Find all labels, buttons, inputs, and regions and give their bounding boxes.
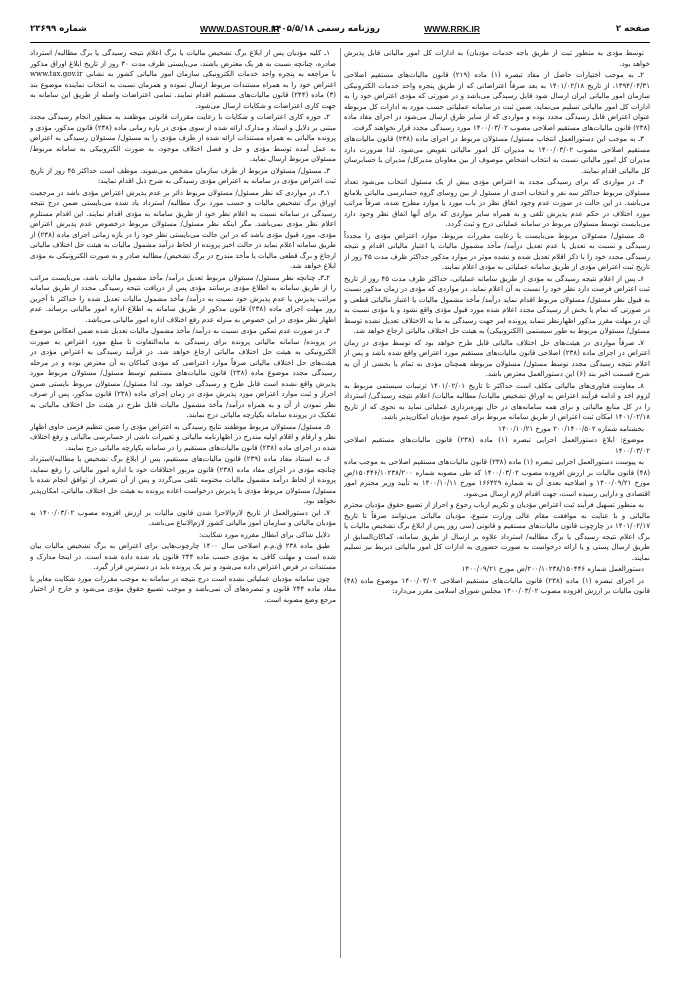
section-heading: دلایل شاکی برای ابطال مقرره مورد شکایت: <box>199 529 330 539</box>
paragraph: ۴ـ در صورت عدم تمکین مؤدی نسبت به درآمد/ مأخذ مشمول مالیات تعدیل شده ضمن انعکاس موضوع در پرونده/ سامانه مالیاتی پرونده برای رسیدگی به ما‌به‌التفاوت تا مبلغ مورد اعتراض به صورت الکترونیکی به هیئت حل اختلاف مالیاتی ارجاع خواهد شد. در فرآیند رسیدگی به اعتراض مؤدی در هیئت‌های حل اختلاف مالیاتی صرفاً موارد اعتراضی که مؤدی کماکان به آن معترض بوده و در مرحله رسیدگی مجدد موضوع ماده (۲۳۸) قانون مالیات‌های مستقیم توسط مسئول/ مسئولان مربوط مورد پذیرش واقع نشده است قابل طرح و رسیدگی خواهد بود. لذا مسئول/ مسئولان مربوط بایستی ضمن احراز و ثبت موارد اعتراض مورد پذیرش مؤدی در زمان اجرای ماده (۲۳۸) قانون مذکور، پس از صرف نظر نمودن از آن و به همراه درآمد/ مأخذ مشمول مالیات قابل طرح در هیئت حل اختلاف مالیاتی به تفکیک در پرونده سامانه یکپارچه مالیاتی درج نمایند. <box>30 326 336 419</box>
circular-title: بخشنامه شماره ۲۰۰/۱۴۰۰/۵۰۲ مورخ ۱۴۰۰/۱۰/۲۱ <box>498 423 644 433</box>
paragraph: چون سامانه مؤدیان عملیاتی نشده است درج نتیجه در سامانه به موجب مقررات مورد شکایت مغایر با مفاد ماده ۲۴۴ قانون و تبصره‌های آن نمی‌باشد و موجب تضییع حقوق مؤدی می‌شود و خارج از اختیار مرجع وضع مصوبه است. <box>30 573 336 604</box>
paragraph: ۷ـ این دستورالعمل از تاریخ لازم‌الاجرا شدن قانون مالیات بر ارزش افزوده مصوب ۱۴۰۰/۰۳/۰۲ به مؤدیان مالیاتی و سازمان امور مالیاتی کشور لازم‌الاتباع می‌باشد. <box>30 507 336 527</box>
paragraph: در اجرای تبصره (۱) ماده (۲۳۸) قانون مالیات‌های مستقیم اصلاحی ۱۴۰۰/۰۳/۰۲ موضوع ماده (۴۸) قانون مالیات بر ارزش افزوده مصوب ۱۴۰۰/۰۳/۰۲ مجلس شورای اسلامی مقرر می‌دارد: <box>344 575 650 595</box>
instruction-title: دستورالعمل شماره ۲۰۰/۱۰۲۳۸/۱۵۰۴۴۶/ص مورخ ۱۴۰۰/۰۹/۲۱ <box>461 564 644 573</box>
issue-number: شماره ۲۳۶۹۹ <box>30 24 87 34</box>
paragraph: ۲ـ۳ـ چنانچه نظر مسئول/ مسئولان مربوط تعدیل درآمد/ مأخذ مشمول مالیات باشد، می‌بایست مراتب را از طریق سامانه به اطلاع مؤدی برسانند مؤدی پس از دریافت نتیجه رسیدگی مجدد از طریق سامانه مراتب پذیرش یا عدم پذیرش خود نسبت به درآمد/ مأخذ مشمول مالیات تعدیل شده را حداکثر تا آخرین روز مهلت اجرای ماده (۲۳۸) قانون مذکور از طریق سامانه به اطلاع اداره امور مالیاتی برساند. عدم اظهار نظر مؤدی در این خصوص به منزله عدم رفع اختلاف اداره امور مالیاتی می‌باشد. <box>30 272 336 324</box>
paragraph: به پیوست دستورالعمل اجرایی تبصره (۱) ماده (۲۳۸) قانون مالیات‌های مستقیم اصلاحی به موجب ماده (۴۸) قانون مالیات بر ارزش افزوده مصوب ۱۴۰۰/۰۳/۰۲ که طی مصوبه شماره ۱۵۰۴۴۶/۱۰۲۳۸/۲۰۰/ص مورخ ۱۴۰۰/۰۹/۲۱ و اصلاحیه بعدی آن به شماره ۱۶۶۴۲۹ مورخ ۱۴۰۰/۱۰/۱۱ به تأیید وزیر محترم امور اقتصادی و دارایی رسیده است، جهت اقدام لازم ارسال می‌شود. <box>344 457 650 498</box>
paragraph: ۵ـ مسئول/ مسئولان مربوط می‌بایست با رعایت مقررات مربوط، موارد اعتراض مؤدی را مجدداً رسیدگی و نسبت به تعدیل یا عدم تعدیل درآمد/ مأخذ مشمول مالیات یا اعتبار مالیاتی اقدام و نتیجه رسیدگی مجدد خود را با ذکر اقلام تعدیل شده و نشده موثر در موارد مذکور حداکثر ظرف مدت ۴۵ روز از تاریخ ثبت اعتراض مؤدی از طریق سامانه عملیاتی به مؤدی اعلام نمایند. <box>344 230 650 271</box>
paragraph: به منظور تسهیل فرآیند ثبت اعتراض مؤدیان و تکریم ارباب رجوع و احراز از تضییع حقوق مؤدیان محترم مالیاتی و با عنایت به موافقت مقام عالی وزارت متبوع، مؤدیان مالیاتی می‌توانند صرفاً تا تاریخ ۱۴۰۱/۰۲/۱۷ در چارچوب قانون مالیات‌های مستقیم و قانونی (سی روز پس از ابلاغ برگ تشخیص مالیات یا برگ اعلام نتیجه رسیدگی یا برگ مطالبه/ استرداد علاوه بر ارسال از طریق سامانه، کماکان‌السابق از طریق ارسال پستی و یا ارائه درخواست به صورت حضوری به ادارات کل امور مالیاتی ذیربط نیز تسلیم نمایند. <box>344 500 650 562</box>
paragraph: ۸ـ معاونت فناوری‌های مالیاتی مکلف است حداکثر تا تاریخ ۱۴۰۱/۰۲/۰۱ ترتیبات سیستمی مربوط به لزوم اخذ و ادامه فرآیند اعتراض به اوراق تشخیص مالیات/ مطالبه مالیات/ اعلام نتیجه رسیدگی/ استرداد را در کل منابع مالیاتی و برای همه سامانه‌های در حال بهره‌برداری عملیاتی نماید به نحوی که از تاریخ ۱۴۰۱/۰۲/۱۸ امکان ثبت اعتراض از طریق سامانه مربوط برای عموم مؤدیان امکان‌پذیر باشد. <box>344 380 650 421</box>
paragraph: ۵ـ مسئول/ مسئولان مربوط موظفند نتایج رسیدگی به اعتراض مؤدی را ضمن تنظیم فرمی حاوی اظهار نظر و ارقام و اقلام اولیه مندرج در اظهارنامه مالیاتی و تغییرات ناشی از حسابرسی مالیاتی و رفع اختلاف شده در اجرای ماده (۲۳۸) قانون مالیات‌های مستقیم را در سامانه یکپارچه مالیاتی درج نمایند. <box>30 421 336 452</box>
column-divider <box>340 48 341 958</box>
paragraph: طبق ماده ۲۳۸ ق.م.م اصلاحی سال ۱۴۰۰ چارچوب‌هایی برای اعتراض به برگ تشخیص مالیات بیان شده است و مهلت کافی به مؤدی حسب ماده ۲۴۴ قانون یاد شده داده شده است. در اینجا مدارک و مستندات در فرض اعتراض داده می‌شود و نیز یک پرونده باید در دسترس قرار گیرد. <box>30 541 336 571</box>
paragraph: ۱ـ۳ـ در مواردی که نظر مسئول/ مسئولان مربوط دائر بر عدم پذیرش اعتراض مؤدی باشد در مرجعیت اوراق برگ تشخیص مالیات و حسب مورد برگ مطالبه/ استرداد یاد شده می‌بایستی ضمن درج نتیجه رسیدگی در سامانه نسبت به اعلام نظر خود از طریق سامانه به مؤدی اقدام نمایند. این اقدام مستلزم اعلام نظر مؤدی نمی‌باشد. مگر اینکه نظر مسئول/ مسئولان مربوط درخصوص عدم پذیرش اعتراض مؤدی، مورد قبول مؤدی باشد که در این حالت می‌بایستی نظر خود را در بازه زمانی اجرای ماده (۲۳۸) از طریق سامانه اعلام نماید در حالت اخیر پرونده از لحاظ درآمد مشمول مالیات به هیئت حل اختلاف مالیاتی ارجاع و برگ قطعی مالیات یا مأخذ مندرج در برگ تشخیص/ مطالبه صادر و به صورت الکترونیکی به مؤدی ابلاغ خواهد شد. <box>30 187 336 270</box>
left-column <box>30 48 336 958</box>
paragraph: ۳ـ به موجب این دستورالعمل انتخاب مسئول/ مسئولان مربوط در اجرای ماده (۲۳۸) قانون مالیات‌های مستقیم اصلاحی مصوب ۱۴۰۰/۰۳/۰۲ به مدیران کل امور مالیاتی تفویض می‌شود. لذا ضرورت دارد مدیران کل امور مالیاتی نسبت به انتخاب اشخاص موصوف از بین معاونان مدیرکل/ مدیران یا حسابرسان کل مالیاتی اقدام نمایند. <box>344 134 650 175</box>
paragraph: ۳ـ مسئول/ مسئولان مربوط از طرف سازمان مشخص می‌شوند. موظف است حداکثر ۴۵ روز از تاریخ ثبت اعتراض مؤدی در سامانه به اعتراض مؤدی رسیدگی به شرح ذیل اقدام نمایند: <box>30 165 336 185</box>
page-number: صفحه ۲ <box>615 24 650 34</box>
paragraph: ۲ـ به موجب اختیارات حاصل از مفاد تبصره (۱) ماده (۲۱۹) قانون مالیات‌های مستقیم اصلاحی ۱۳۹۴/۰۴/۳۱، از تاریخ ۱۴۰۱/۰۲/۱۸ به بعد صرفاً اعتراضاتی که از طریق پنجره واحد خدمات الکترونیکی سازمان امور مالیاتی ایران ارسال شود قابل رسیدگی می‌باشد و در صورتی که مؤدی اعتراض خود را به ادارات کل امور مالیاتی تسلیم می‌نماید، ضمن ثبت در سامانه عملیاتی حسب مورد به ادارات کل مربوطه عنوان اعتراض قابل رسیدگی مجدد بوده و مواردی که از سایر طرق ارسال می‌شود در اجرای مقاد ماده (۲۳۸) قانون مالیات‌های مستقیم اصلاحی مصوب ۱۴۰۰/۰۳/۰۲ مورد رسیدگی مجدد قرار نخواهند گرفت. <box>344 70 650 132</box>
page-header <box>30 24 650 38</box>
paragraph: ۲ـ حوزه کاری اعتراضات و شکایات با رعایت مقررات قانونی موظفند به منظور انجام رسیدگی مجدد مبتنی بر دلایل و اسناد و مدارک ارائه شده از سوی مؤدی در بازه زمانی ماده (۲۳۸) قانون مذکور، مؤدی و پرونده مالیاتی به همراه مستندات ارائه شده از طرف مؤدی را به مسئول/ مسئولان رسیدگی به اعتراض به عمل آمده توسط مؤدی و حل و فصل اختلاف موجود، به صورت الکترونیکی به سامانه مربوط/ مسئولان مربوط ارسال نماید. <box>30 112 336 163</box>
website-link-rrk[interactable]: WWW.RRK.IR <box>424 24 480 34</box>
right-column <box>344 48 650 958</box>
paragraph: ۶ـ به استناد مفاد ماده (۲۳۹) قانون مالیات‌های مستقیم، پس از ابلاغ برگ تشخیص یا مطالبه/استرداد چنانچه مؤدی در اجرای مفاد ماده (۲۳۸) قانون مزبور اختلافات خود با اداره امور مالیاتی را رفع ننماید، پرونده از لحاظ درآمد مشمول مالیات مختومه تلقی می‌گردد و پس از آن تصرف از توافق انجام شده با مسئول/ مسئولان مربوط مؤدی با پذیرش درخواست اعاده پرونده به هیئت حل اختلاف مالیاتی، امکان‌پذیر نخواهد بود. <box>30 454 336 505</box>
paragraph: ۷ـ صرفاً مواردی در هیئت‌های حل اختلاف مالیاتی قابل طرح خواهد بود که توسط مؤدی در زمان اعتراض در اجرای ماده (۲۳۸) اصلاحی قانون مالیات‌های مستقیم مورد اعتراض واقع شده باشد و پس از اعلام نتیجه رسیدگی مجدد توسط مسئول/ مسئولان مربوطه همچنان مؤدی به تمام یا بخشی از آن به شرح قسمت اخیر بند (۶) این دستورالعمل معترض باشد. <box>344 337 650 378</box>
paragraph: ۶ـ پس از اعلام نتیجه رسیدگی به مؤدی از طریق سامانه عملیاتی، حداکثر ظرف مدت ۴۵ روز از تاریخ ثبت اعتراض فرصت دارد نظر خود را نسبت به آن اعلام نماید. در مواردی که مؤدی در زمان مذکور نسبت به قبول نظر مسئول/ مسئولان مربوط اقدام نماید درآمد/ مأخذ مشمول مالیات یا اعتبار مالیاتی قطعی و در صورتی که تمام یا بخش از رسیدگی مجدد اعلام شده مورد قبول مؤدی واقع نشود و یا مؤدی نسبت به آن در مهلت مقرر مذکور اظهارنظر ننماید پرونده امر جهت رسیدگی به ما به الاختلاف تعدیل نشده توسط مسئول/ مسئولان مربوط به طور سیستمی (الکترونیکی) به هیئت حل اختلاف مالیاتی ارجاع خواهد شد. <box>344 273 650 335</box>
paragraph: ۴ـ در مواردی که برای رسیدگی مجدد به اعتراض مؤدی بیش از یک مسئول انتخاب می‌شود تعداد مسئولان مربوط حداکثر سه نفر و انتخاب احدی از مسئول از بین روسای گروه حسابرسی مالیاتی بلامانع می‌باشد. در این حالت در صورت عدم وجود اتفاق نظر در باب مورد یا موارد مطرح شده، صرفاً مراتب مورد اختلاف در حکم عدم پذیرش تلقی و به همراه سایر مواردی که برای آنها اتفاق نظر وجود دارد می‌بایست توسط مسئولان مربوط در سامانه عملیاتی درج و ثبت گردد. <box>344 177 650 228</box>
paragraph: توسط مؤدی به منظور ثبت از طریق باجه خدمات مؤدیان) به ادارات کل امور مالیاتی قابل پذیرش خواهد بود. <box>344 48 650 68</box>
subject-line: موضوع: ابلاغ دستورالعمل اجرایی تبصره (۱) ماده (۲۳۸) قانون مالیات‌های مستقیم اصلاحی ۱۴۰۰/۰۳/۰۲ <box>344 435 650 455</box>
website-link-dastour[interactable]: WWW.DASTOUR.IR <box>200 24 280 34</box>
header-rule <box>30 42 650 43</box>
publication-date: روزنامه رسمی ۱۴۰۵/۵/۱۸ <box>270 24 380 34</box>
paragraph: ۱ـ کلیه مؤدیان پس از ابلاغ برگ تشخیص مالیات یا برگ اعلام نتیجه رسیدگی یا برگ مطالبه/ استرداد صادره، چنانچه نسبت به هر یک معترض باشند، می‌بایستی ظرف مدت ۳۰ روز از تاریخ ابلاغ اوراق مذکور با مراجعه به پنجره واحد خدمات الکترونیکی سازمان امور مالیاتی کشور به نشانی www.tax.gov.ir اعتراض خود را به همراه مستندات مربوط ارسال نموده و همزمان نسبت به انتخاب نماینده موضوع بند (۳) ماده (۲۴۴) قانون مالیات‌های مستقیم اقدام نمایند. تمامی اعتراضات واصله از طریق این سامانه به جهت کاری اعتراضات و شکایات ارسال می‌شود. <box>30 48 336 110</box>
